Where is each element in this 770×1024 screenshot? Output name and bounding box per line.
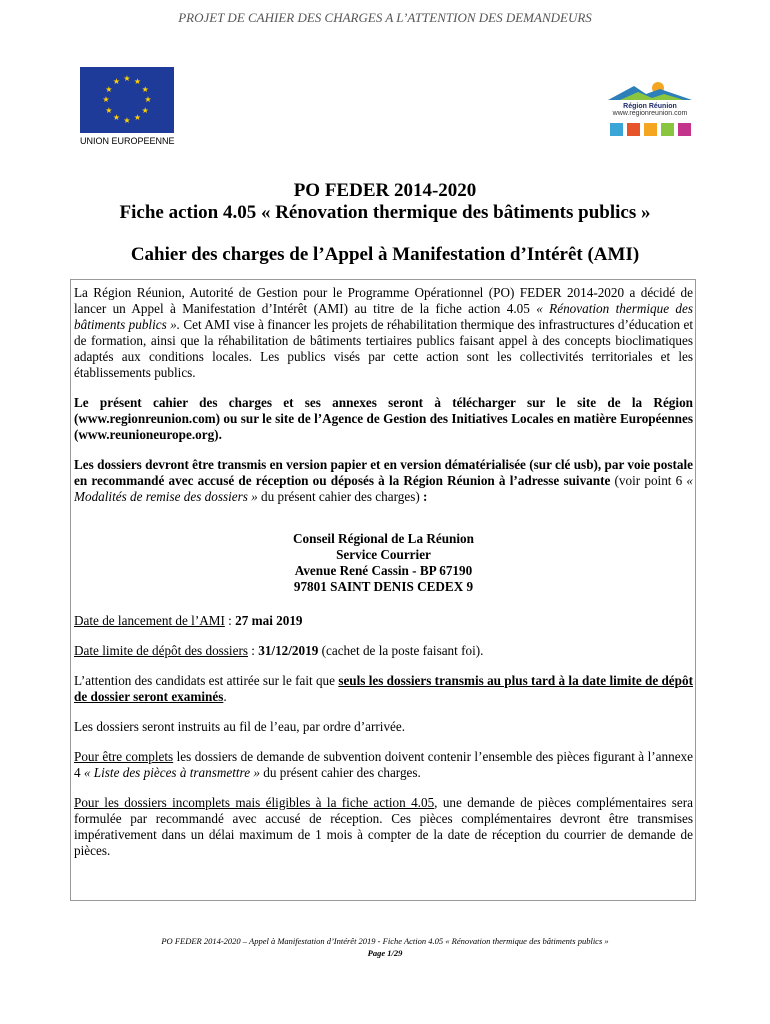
region-color-squares: [604, 123, 696, 136]
page-footer: [0, 935, 770, 959]
instruction-paragraph: Les dossiers seront instruits au fil de l’eau, par ordre d’arrivée.: [74, 719, 406, 734]
region-name: Région Réunion: [623, 103, 677, 110]
action-title: Fiche action 4.05 « Rénovation thermique des bâtiments publics »: [119, 202, 651, 223]
deadline-date: Date limite de dépôt des dossiers : 31/12/2019 (cachet de la poste faisant foi).: [74, 643, 484, 658]
color-square: [610, 123, 623, 136]
address-line: Conseil Régional de La Réunion: [293, 531, 474, 546]
eu-logo: [80, 67, 176, 146]
footer-text: PO FEDER 2014-2020 – Appel à Manifestation d’Intérêt 2019 - Fiche Action 4.05 « Rénovation thermique des bâtiments publics »: [161, 936, 609, 946]
program-title: PO FEDER 2014-2020: [293, 180, 477, 201]
color-square: [644, 123, 657, 136]
eu-flag-icon: [80, 67, 174, 133]
download-paragraph: Le présent cahier des charges et ses annexes seront à télécharger sur le site de la Région (www.regionreunion.com) ou sur le site de l’Agence de Gestion des Initiatives Locales en matière Européennes (www.reunioneurope.org).: [74, 395, 693, 442]
mailing-address: [74, 531, 693, 595]
eu-star-icon: ★: [133, 113, 142, 123]
eu-star-icon: ★: [133, 76, 142, 86]
running-header: PROJET DE CAHIER DES CHARGES A L’ATTENTION DES DEMANDEURS: [178, 10, 592, 25]
address-line: 97801 SAINT DENIS CEDEX 9: [293, 579, 474, 594]
eu-star-icon: ★: [112, 76, 121, 86]
eu-star-icon: ★: [141, 84, 149, 94]
address-line: Avenue René Cassin - BP 67190: [294, 563, 473, 578]
launch-date: Date de lancement de l’AMI : 27 mai 2019: [74, 613, 303, 628]
color-square: [661, 123, 674, 136]
incomplete-files-paragraph: Pour les dossiers incomplets mais éligibles à la fiche action 4.05, une demande de pièces complémentaires sera formulée par recommandé avec accusé de réception. Ces pièces complémentaires devront être transmises impérativement dans un délai maximum de 1 mois à compter de la date de réception du courrier de demande de pièces.: [74, 795, 693, 858]
eu-star-icon: ★: [112, 113, 121, 123]
page-number: Page 1/29: [367, 948, 403, 958]
attention-paragraph: L’attention des candidats est attirée sur le fait que seuls les dossiers transmis au plus tard à la date limite de dépôt de dossier seront examinés.: [74, 673, 693, 704]
eu-star-icon: ★: [141, 105, 149, 115]
complete-files-paragraph: Pour être complets les dossiers de demande de subvention doivent contenir l’ensemble des pièces figurant à l’annexe 4 « Liste des pièces à transmettre » du présent cahier des charges.: [74, 749, 693, 780]
intro-paragraph: La Région Réunion, Autorité de Gestion pour le Programme Opérationnel (PO) FEDER 2014-2020 a décidé de lancer un Appel à Manifestation d’Intérêt (AMI) au titre de la fiche action 4.05 « Rénovation thermique des bâtiments publics ». Cet AMI vise à financer les projets de réhabilitation thermique des infrastructures d’éducation et de formation, ainsi que la réhabilitation de bâtiments tertiaires publics faisant appel à des concepts bioclimatiques adaptés aux conditions locales. Les publics visés par cette action sont les collectivités territoriales et les établissements publics.: [74, 285, 693, 380]
address-line: Service Courrier: [336, 547, 431, 562]
eu-star-icon: ★: [105, 84, 113, 94]
region-url: www.regionreunion.com: [612, 110, 688, 117]
ami-title: Cahier des charges de l’Appel à Manifestation d’Intérêt (AMI): [130, 244, 640, 265]
color-square: [627, 123, 640, 136]
region-reunion-logo: [604, 80, 696, 136]
color-square: [678, 123, 691, 136]
eu-caption: UNION EUROPEENNE: [80, 136, 175, 146]
document-titles: [0, 180, 770, 266]
eu-star-icon: ★: [144, 95, 152, 104]
content-frame: [70, 279, 696, 901]
region-landscape-icon: [604, 80, 696, 102]
eu-star-icon: ★: [123, 116, 131, 125]
eu-star-icon: ★: [105, 105, 113, 115]
eu-star-icon: ★: [102, 95, 110, 104]
eu-star-icon: ★: [123, 74, 131, 83]
submission-paragraph: Les dossiers devront être transmis en version papier et en version dématérialisée (sur clé usb), par voie postale en recommandé avec accusé de réception ou déposés à la Région Réunion à l’adresse suivante (voir point 6 « Modalités de remise des dossiers » du présent cahier des charges) :: [74, 457, 693, 504]
